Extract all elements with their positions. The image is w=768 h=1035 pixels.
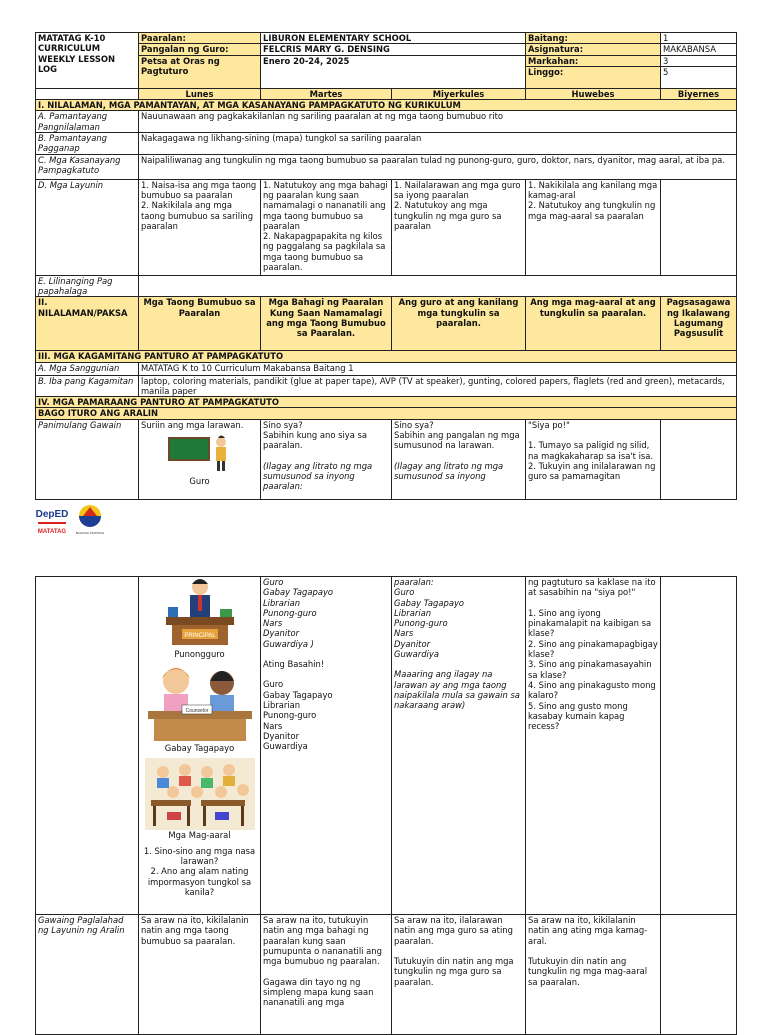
footer-logos [35,503,105,537]
materials-label: B. Iba pang Kagamitan [36,375,139,397]
continued-wednesday [392,577,526,915]
objective-presentation-tuesday: Sa araw na ito, tutukuyin natin ang mga bahagi ng paaralan kung saan pumupunta o nananatili ang mga bumubuo ng paaralan. Gagawa din tayo ng ng simpleng mapa kung saan nananatili ang mga [261,915,392,1035]
principal-illustration [160,577,240,649]
continued-label-cell [36,577,139,915]
day-friday: Biyernes [661,88,737,99]
school-name: LIBURON ELEMENTARY SCHOOL [261,33,526,44]
quarter-label: Markahan: [526,55,661,66]
grade-label: Baitang: [526,33,661,44]
date-value: Enero 20-24, 2025 [261,55,526,88]
grade-value: 1 [661,33,737,44]
preliminary-wednesday-text: Sino sya? Sabihin ang pangalan ng mga sumusunod na larawan. [394,419,520,451]
school-label: Paaralan: [139,33,261,44]
tuesday-read-prompt: Ating Basahin! [263,659,325,670]
lesson-log-table-page2 [35,576,737,1035]
objectives-label: D. Mga Layunin [36,179,139,275]
preliminary-wednesday-note: (Ilagay ang litrato ng mga sumusunod sa inyong [394,460,504,481]
preliminary-tuesday [261,419,392,499]
day-monday: Lunes [139,88,261,99]
objectives-wednesday: 1. Nailalarawan ang mga guro sa iyong paaralan 2. Natutukoy ang mga tungkulin ng mga guro sa paaralan [392,179,526,275]
content-standard-label: A. Pamantayang Pangnilalaman [36,111,139,133]
week-label: Linggo: [526,66,661,88]
topic-friday: Pagsasagawa ng Ikalawang Lagumang Pagsusulit [661,297,737,351]
teacher-caption: Guro [189,476,210,487]
topic-monday: Mga Taong Bumubuo sa Paaralan [139,297,261,351]
preliminary-label: Panimulang Gawain [36,419,139,499]
preliminary-friday [661,419,737,499]
teacher-label: Pangalan ng Guro: [139,44,261,55]
teacher-at-board-illustration [165,430,235,476]
preliminary-monday [139,419,261,499]
students-caption: Mga Mag-aaral [168,829,231,840]
preliminary-thursday: "Siya po!" 1. Tumayo sa paligid ng silid, na magkakaharap sa isa't isa. 2. Tukuyin ang inilalarawan ng guro sa pamamagitan [526,419,661,499]
date-label: Petsa at Oras ng Pagtuturo [139,55,261,88]
principal-sign-text: PRINCIPAL [183,633,216,639]
counselor-caption: Gabay Tagapayo [164,743,235,754]
content-standard-text: Nauunawaan ang pagkakakilanlan ng sariling paaralan at ng mga taong bumubuo rito [139,111,737,133]
preliminary-monday-text: Suriin ang mga larawan. [141,419,244,430]
preliminary-wednesday [392,419,526,499]
day-thursday: Huwebes [526,88,661,99]
performance-standard-label: B. Pamantayang Pagganap [36,133,139,155]
subject-label: Asignatura: [526,44,661,55]
preliminary-tuesday-note: (Ilagay ang litrato ng mga sumusunod sa inyong paaralan: [263,460,373,492]
preliminary-tuesday-text: Sino sya? Sabihin kung ano siya sa paaralan. [263,419,368,451]
objective-presentation-thursday: Sa araw na ito, kikilalanin natin ang ating mga kamag-aral. Tutukuyin din natin ang tungkulin ng mga mag-aaral sa paaralan. [526,915,661,1035]
references-label: A. Mga Sanggunian [36,362,139,375]
matatag-logo-text: MATATAG [37,529,67,535]
continued-tuesday [261,577,392,915]
day-tuesday: Martes [261,88,392,99]
teacher-name: FELCRIS MARY G. DENSING [261,44,526,55]
competencies-text: Naipaliliwanag ang tungkulin ng mga taong bumubuo sa paaralan tulad ng punong-guro, guro, doktor, nars, dyanitor, mag aaral, at iba pa. [139,154,737,179]
objectives-tuesday: 1. Natutukoy ang mga bahagi ng paaralan kung saan namamalagi o nananatili ang mga taong bumubuo sa paaralan 2. Nakapagpapakita ng kilos ng paggalang sa pagkilala sa mga taong bumubuo sa paaralan. [261,179,392,275]
objectives-thursday: 1. Nakikilala ang kanilang mga kamag-aral 2. Natutukoy ang tungkulin ng mga mag-aaral sa paaralan [526,179,661,275]
bagong-pilipinas-text: BAGONG PILIPINAS [75,531,105,535]
section-1-title: I. NILALAMAN, MGA PAMANTAYAN, AT MGA KASANAYANG PAMPAGKATUTO NG KURIKULUM [36,100,737,111]
tuesday-people-list: Guro Gabay Tagapayo Librarian Punong-guro Nars Dyanitor Guwardiya ) [263,577,334,649]
continued-thursday: ng pagtuturo sa kaklase na ito at sasabihin na "siya po!" 1. Sino ang iyong pinakamalapit na kaibigan sa klase? 2. Sino ang pinakamapagbigay klase? 3. Sino ang pinakamasayahin sa klase? 4. Sino ang pinakagusto mong kalaro? 5. Sino ang gusto mong kasabay kumain kapag recess? [526,577,661,915]
days-blank [36,88,139,99]
objectives-monday: 1. Naisa-isa ang mga taong bumubuo sa paaralan 2. Nakikilala ang mga taong bumubuo sa sariling paaralan [139,179,261,275]
topic-thursday: Ang mga mag-aaral at ang tungkulin sa paaralan. [526,297,661,351]
week-value: 5 [661,66,737,88]
deped-matatag-logo [35,503,69,537]
objectives-friday [661,179,737,275]
wednesday-note: Maaaring ang ilagay na larawan ay ang mga taong naipakilala mula sa gawain sa nakaraang araw) [394,669,520,711]
values-label: E. Lilinanging Pag papahalaga [36,275,139,297]
references-text: MATATAG K to 10 Curriculum Makabansa Baitang 1 [139,362,737,375]
materials-text: laptop, coloring materials, pandikit (glue at paper tape), AVP (TV at speaker), gunting, colored papers, flaglets (red and green), metacards, manila paper [139,375,737,397]
topic-wednesday: Ang guro at ang kanilang mga tungkulin sa paaralan. [392,297,526,351]
objective-presentation-label: Gawaing Paglalahad ng Layunin ng Aralin [36,915,139,1035]
continued-friday [661,577,737,915]
counselor-sign-text: Counselor [185,708,208,715]
competencies-label: C. Mga Kasanayang Pampagkatuto [36,154,139,179]
objective-presentation-monday: Sa araw na ito, kikilalanin natin ang mga taong bumubuo sa paaralan. [139,915,261,1035]
deped-logo-text: DepED [35,509,69,520]
objective-presentation-wednesday: Sa araw na ito, ilalarawan natin ang mga guro sa ating paaralan. Tutukuyin din natin ang mga tungkulin ng mga guro sa paaralan. [392,915,526,1035]
values-text [139,275,737,297]
tuesday-reading-list: Guro Gabay Tagapayo Librarian Punong-guro Nars Dyanitor Guwardiya [263,679,333,752]
topic-tuesday: Mga Bahagi ng Paaralan Kung Saan Namamalagi ang mga Taong Bumubuo sa Paaralan. [261,297,392,351]
doc-title: MATATAG K-10 CURRICULUM WEEKLY LESSON LOG [36,33,139,89]
principal-caption: Punongguro [174,649,225,659]
bagong-pilipinas-logo [75,503,105,537]
content-topic-label: II. NILALAMAN/PAKSA [36,297,139,351]
wednesday-people-list: paaralan: Guro Gabay Tagapayo Librarian Punong-guro Nars Dyanitor Guwardiya [394,577,465,660]
continued-monday [139,577,261,915]
counselor-illustration [146,661,254,743]
performance-standard-text: Nakagagawa ng likhang-sining (mapa) tungkol sa sariling paaralan [139,133,737,155]
section-4-title: IV. MGA PAMARAANG PANTURO AT PAMPAGKATUTO [36,397,737,408]
lesson-log-table-page1 [35,32,737,500]
section-3-title: III. MGA KAGAMITANG PANTURO AT PAMPAGKATUTO [36,351,737,362]
day-wednesday: Miyerkules [392,88,526,99]
objective-presentation-friday [661,915,737,1035]
quarter-value: 3 [661,55,737,66]
subject-value: MAKABANSA [661,44,737,55]
before-lesson-title: BAGO ITURO ANG ARALIN [36,408,737,419]
students-illustration [145,758,255,830]
monday-questions: 1. Sino-sino ang mga nasa larawan? 2. Ano ang alam nating impormasyon tungkol sa kanila? [143,845,256,898]
